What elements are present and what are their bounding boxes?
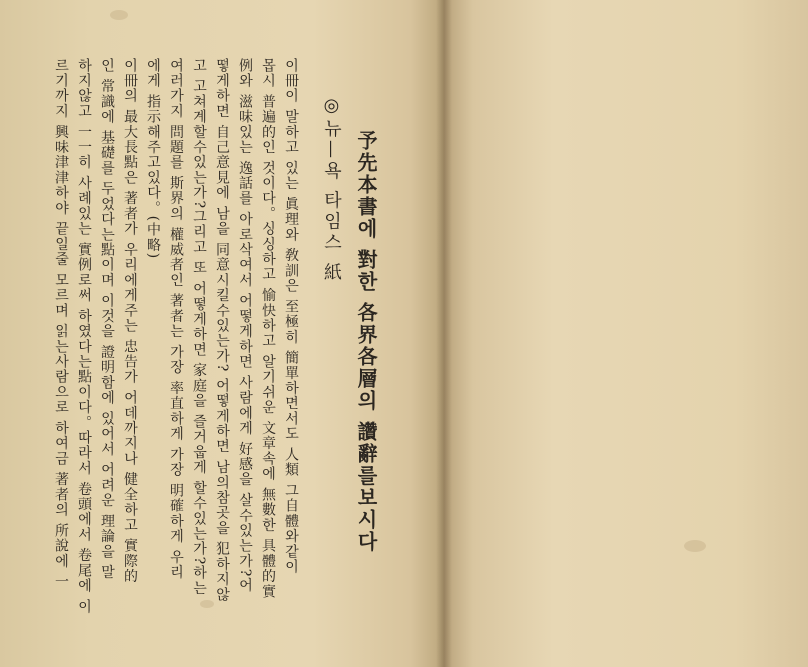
page-title: 予先本書에 對한 各界各層의 讚辭를보시다 (354, 130, 378, 553)
paper-stain (684, 540, 706, 552)
paper-stain (110, 10, 128, 20)
text-column: 하지않고 一一히 사례있는 實例로써 하였다는點이다。따라서 卷頭에서 卷尾에 이 (76, 58, 92, 615)
book-gutter (436, 0, 452, 667)
text-column: 여러가지 問題를 斯界의 權威者인 著者는 가장 率直하게 가장 明確하게 우리 (168, 58, 184, 581)
text-column: 고 고쳐계할수있는가?그리고 또 어떻게하면 家庭을 즐거웁게 할수있는가?하는 (191, 58, 207, 596)
text-column: 이冊이 말하고 있는 眞理와 敎訓은 至極히 簡單하면서도 人類 그自體와같이 (283, 58, 299, 575)
text-column: 인 常識에 基礎를 두었다는點이며 이것을 證明함에 있어서 어려운 理論을 말 (99, 58, 115, 581)
text-column: 例와 滋味있는 逸話를 아로삭여서 어떻게하면 사람에게 好感을 살수있는가?어 (237, 58, 253, 593)
text-column: 르기까지 興味津津하야 끝일줄 모르며 읽는사람으로 하여금 著者의 所說에 一 (53, 58, 69, 590)
right-page-blank (444, 0, 808, 667)
section-heading: ◎뉴—욕 타임스 紙 (321, 95, 342, 284)
text-column: 에게 指示해주고있다。(中略) (145, 58, 161, 260)
text-column: 이冊의 最大長點은 著者가 우리에게주는 忠告가 어데까지나 健全하고 實際的 (122, 58, 138, 584)
text-column: 몹시 普遍的인 것이다。싱싱하고 愉快하고 알기쉬운 文章속에 無數한 具體的實 (260, 58, 276, 600)
text-column: 떻게하면 自己意見에 남을 同意시킬수있는가? 어떻게하면 남의참곳을 犯하지않 (214, 58, 230, 603)
